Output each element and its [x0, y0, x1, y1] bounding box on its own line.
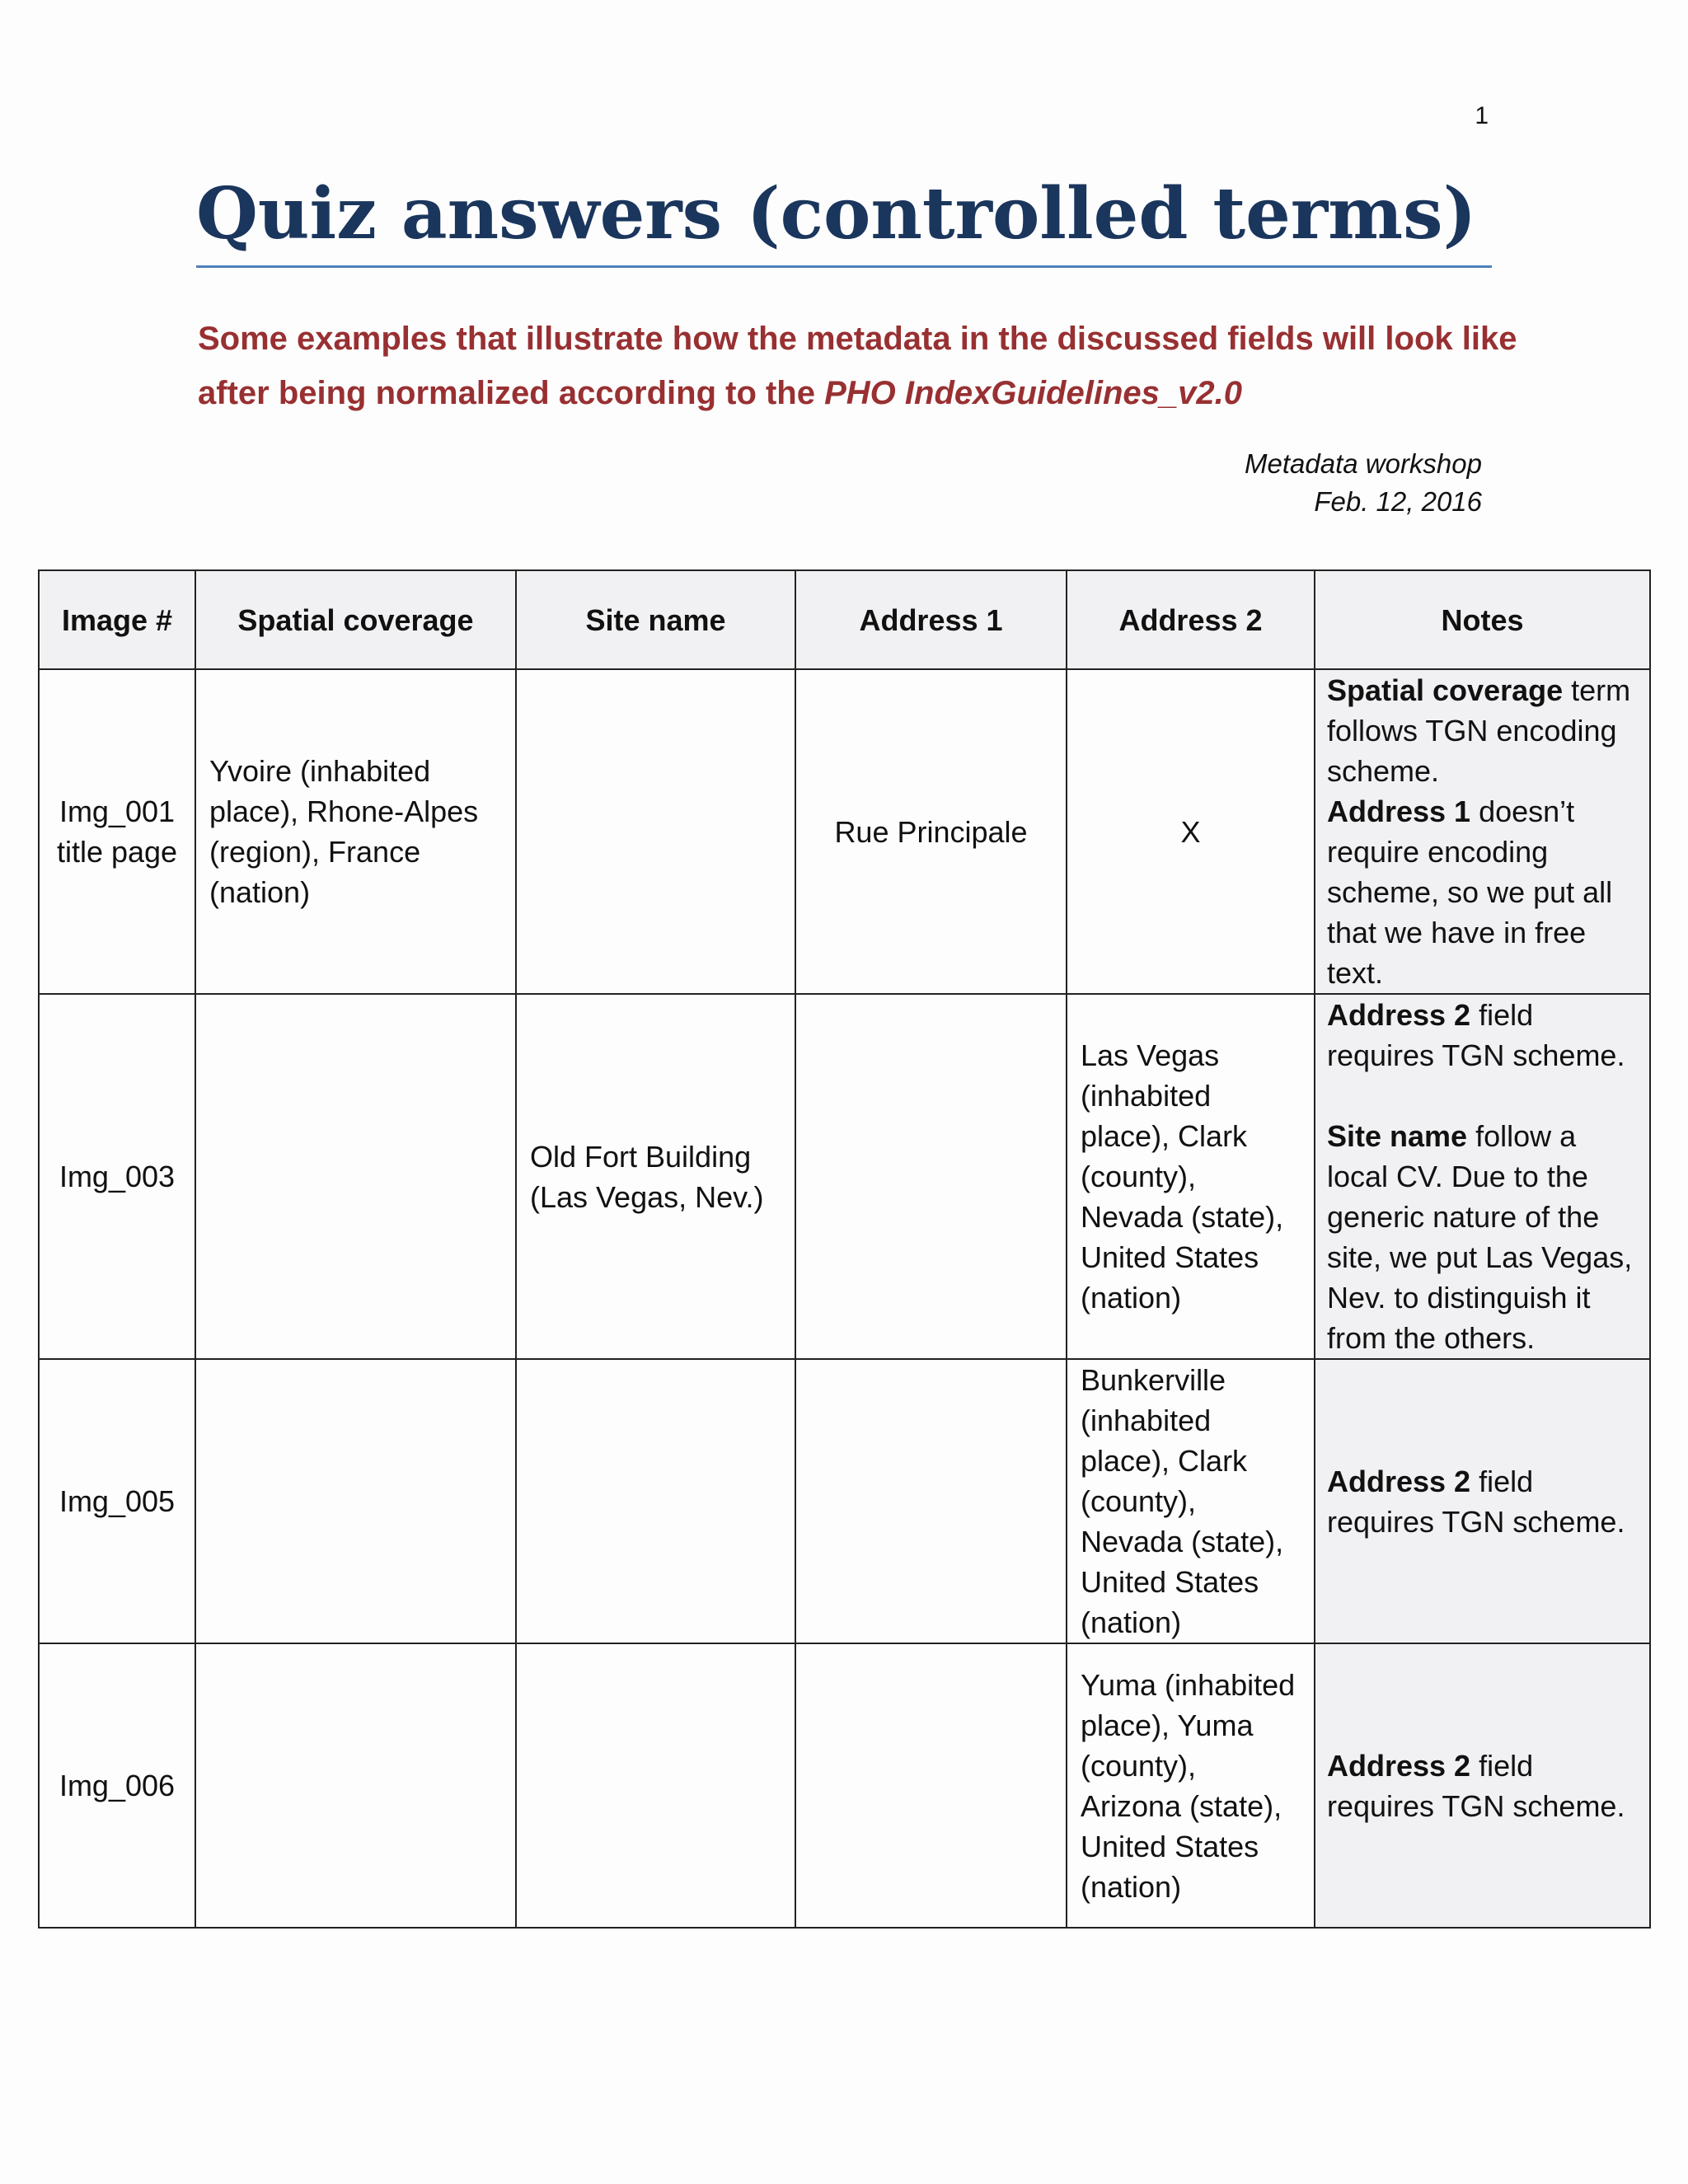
cell-site-name	[516, 1359, 795, 1643]
note-text: doesn’t require encoding scheme, so we put all that we have in free text.	[1327, 794, 1613, 990]
title-underline	[196, 265, 1492, 268]
document-title: Quiz answers (controlled terms)	[196, 172, 1477, 255]
cell-site-name	[516, 669, 795, 994]
table-header-row	[39, 570, 1650, 669]
note-field-name: Spatial coverage	[1327, 673, 1564, 707]
quiz-answers-table	[38, 569, 1651, 1929]
cell-address-2: Bunkerville (inhabited place), Clark (county), Nevada (state), United States (nation)	[1067, 1359, 1315, 1643]
note-spacer	[1327, 1076, 1638, 1116]
cell-notes	[1315, 994, 1650, 1359]
table-row	[39, 1643, 1650, 1928]
cell-site-name: Old Fort Building (Las Vegas, Nev.)	[516, 994, 795, 1359]
cell-notes	[1315, 669, 1650, 994]
cell-notes	[1315, 1643, 1650, 1928]
note-text: follow a local CV. Due to the generic nature of the site, we put Las Vegas, Nev. to distinguish it from the others.	[1327, 1119, 1633, 1355]
header-address-2: Address 2	[1067, 570, 1315, 669]
note-field-name: Site name	[1327, 1119, 1468, 1153]
subtitle-guidelines-reference: PHO IndexGuidelines_v2.0	[824, 375, 1242, 411]
note-field-name: Address 1	[1327, 794, 1471, 828]
workshop-date: Feb. 12, 2016	[1314, 486, 1482, 517]
cell-spatial-coverage	[195, 994, 516, 1359]
cell-spatial-coverage	[195, 1643, 516, 1928]
note-field-name: Address 2	[1327, 1748, 1471, 1783]
note-text: field requires TGN scheme.	[1327, 1464, 1625, 1539]
note-text: field requires TGN scheme.	[1327, 998, 1625, 1072]
cell-address-2: X	[1067, 669, 1315, 994]
subtitle-text: Some examples that illustrate how the metadata in the discussed fields will look like after being normalized according to the	[198, 321, 1517, 411]
cell-image-number: Img_003	[39, 994, 195, 1359]
cell-address-1	[795, 1359, 1067, 1643]
header-spatial-coverage: Spatial coverage	[195, 570, 516, 669]
workshop-name: Metadata workshop	[1245, 448, 1482, 479]
header-notes: Notes	[1315, 570, 1650, 669]
note-text: field requires TGN scheme.	[1327, 1748, 1625, 1823]
page-number: 1	[1475, 102, 1489, 129]
cell-image-number: Img_006	[39, 1643, 195, 1928]
subtitle	[198, 312, 1525, 420]
cell-address-2: Las Vegas (inhabited place), Clark (county), Nevada (state), United States (nation)	[1067, 994, 1315, 1359]
note-text: term follows TGN encoding scheme.	[1327, 673, 1631, 788]
cell-site-name	[516, 1643, 795, 1928]
table-row	[39, 1359, 1650, 1643]
note-field-name: Address 2	[1327, 998, 1471, 1032]
cell-notes	[1315, 1359, 1650, 1643]
header-site-name: Site name	[516, 570, 795, 669]
cell-address-1	[795, 1643, 1067, 1928]
table-row	[39, 669, 1650, 994]
workshop-info	[1245, 445, 1482, 521]
header-address-1: Address 1	[795, 570, 1067, 669]
header-image-number: Image #	[39, 570, 195, 669]
cell-spatial-coverage: Yvoire (inhabited place), Rhone-Alpes (region), France (nation)	[195, 669, 516, 994]
note-field-name: Address 2	[1327, 1464, 1471, 1498]
cell-address-1	[795, 994, 1067, 1359]
cell-image-number: Img_005	[39, 1359, 195, 1643]
cell-address-2: Yuma (inhabited place), Yuma (county), Arizona (state), United States (nation)	[1067, 1643, 1315, 1928]
cell-address-1: Rue Principale	[795, 669, 1067, 994]
cell-image-number: Img_001 title page	[39, 669, 195, 994]
cell-spatial-coverage	[195, 1359, 516, 1643]
table-row	[39, 994, 1650, 1359]
